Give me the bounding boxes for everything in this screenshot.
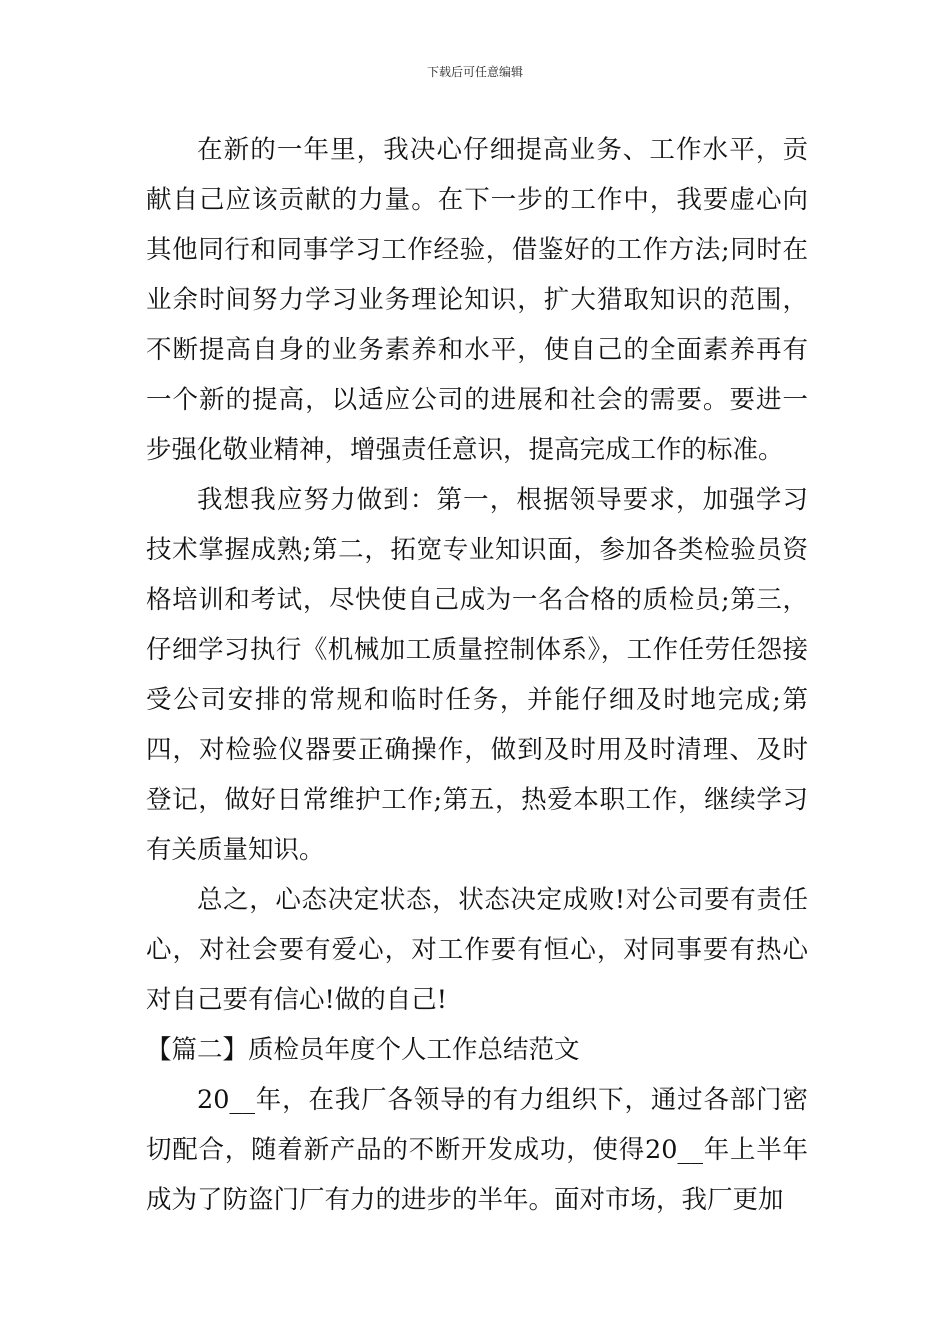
paragraph-conclusion: 总之，心态决定状态，状态决定成败!对公司要有责任心，对社会要有爱心，对工作要有恒心，对同事要有热心对自己要有信心!做的自己! [146, 885, 808, 1015]
paragraph-section-two-intro: 20__年，在我厂各领导的有力组织下，通过各部门密切配合，随着新产品的不断开发成功，使得20__年上半年成为了防盗门厂有力的进步的半年。面对市场，我厂更加 [146, 1085, 808, 1215]
page-header: 下载后可任意编辑 [426, 65, 523, 79]
paragraph-goals: 我想我应努力做到：第一，根据领导要求，加强学习技术掌握成熟;第二，拓宽专业知识面，参加各类检验员资格培训和考试，尽快使自己成为一名合格的质检员;第三，仔细学习执行《机械加工质量控制体系》，工作任劳任怨接受公司安排的常规和临时任务，并能仔细及时地完成;第四，对检验仪器要正确操作，做到及时用及时清理、及时登记，做好日常维护工作;第五，热爱本职工作，继续学习有关质量知识。 [146, 485, 808, 865]
document-body [146, 125, 808, 1225]
paragraph-new-year-resolution: 在新的一年里，我决心仔细提高业务、工作水平，贡献自己应该贡献的力量。在下一步的工作中，我要虚心向其他同行和同事学习工作经验，借鉴好的工作方法;同时在业余时间努力学习业务理论知识，扩大猎取知识的范围，不断提高自身的业务素养和水平，使自己的全面素养再有一个新的提高，以适应公司的进展和社会的需要。要进一步强化敬业精神，增强责任意识，提高完成工作的标准。 [146, 135, 808, 465]
section-heading: 【篇二】质检员年度个人工作总结范文 [146, 1035, 580, 1065]
